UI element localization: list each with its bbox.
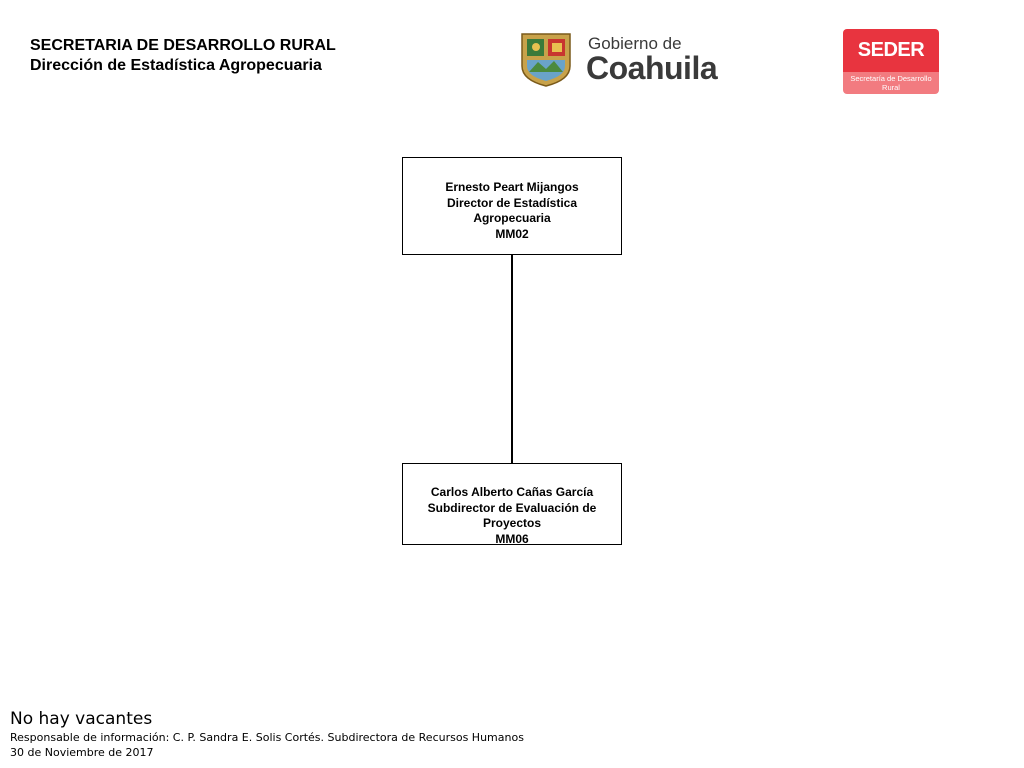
org-subtitle: Dirección de Estadística Agropecuaria (30, 57, 322, 74)
coahuila-label: Coahuila (586, 50, 718, 86)
node-code: MM02 (495, 226, 529, 241)
gobierno-coahuila-logo (516, 28, 731, 90)
coahuila-crest-icon (516, 28, 576, 88)
seder-tagline: Secretaría de Desarrollo Rural (843, 72, 939, 94)
vacancies-note: No hay vacantes (10, 709, 153, 729)
node-title-line: Director de Estadística (446, 195, 578, 210)
org-node-subdirector (402, 463, 622, 545)
header (30, 36, 336, 76)
gobierno-de-label: Gobierno de (588, 34, 682, 53)
footer-date: 30 de Noviembre de 2017 (10, 746, 154, 759)
org-node-director (402, 157, 622, 255)
node-title-line: Agropecuaria (473, 211, 551, 225)
responsible-note: Responsable de información: C. P. Sandra E. Solis Cortés. Subdirectora de Recursos Humanos (10, 731, 524, 744)
node-title-line: Subdirector de Evaluación de (427, 500, 597, 515)
footer (10, 708, 524, 760)
node-person-name: Ernesto Peart Mijangos (445, 180, 579, 194)
org-connector-line (511, 254, 513, 464)
node-person-name: Carlos Alberto Cañas García (430, 485, 594, 499)
node-title-line: Proyectos (482, 516, 542, 530)
seder-logo (843, 29, 939, 94)
seder-name: SEDER (843, 29, 939, 72)
node-code: MM06 (495, 531, 529, 546)
org-title: SECRETARIA DE DESARROLLO RURAL (30, 37, 336, 54)
